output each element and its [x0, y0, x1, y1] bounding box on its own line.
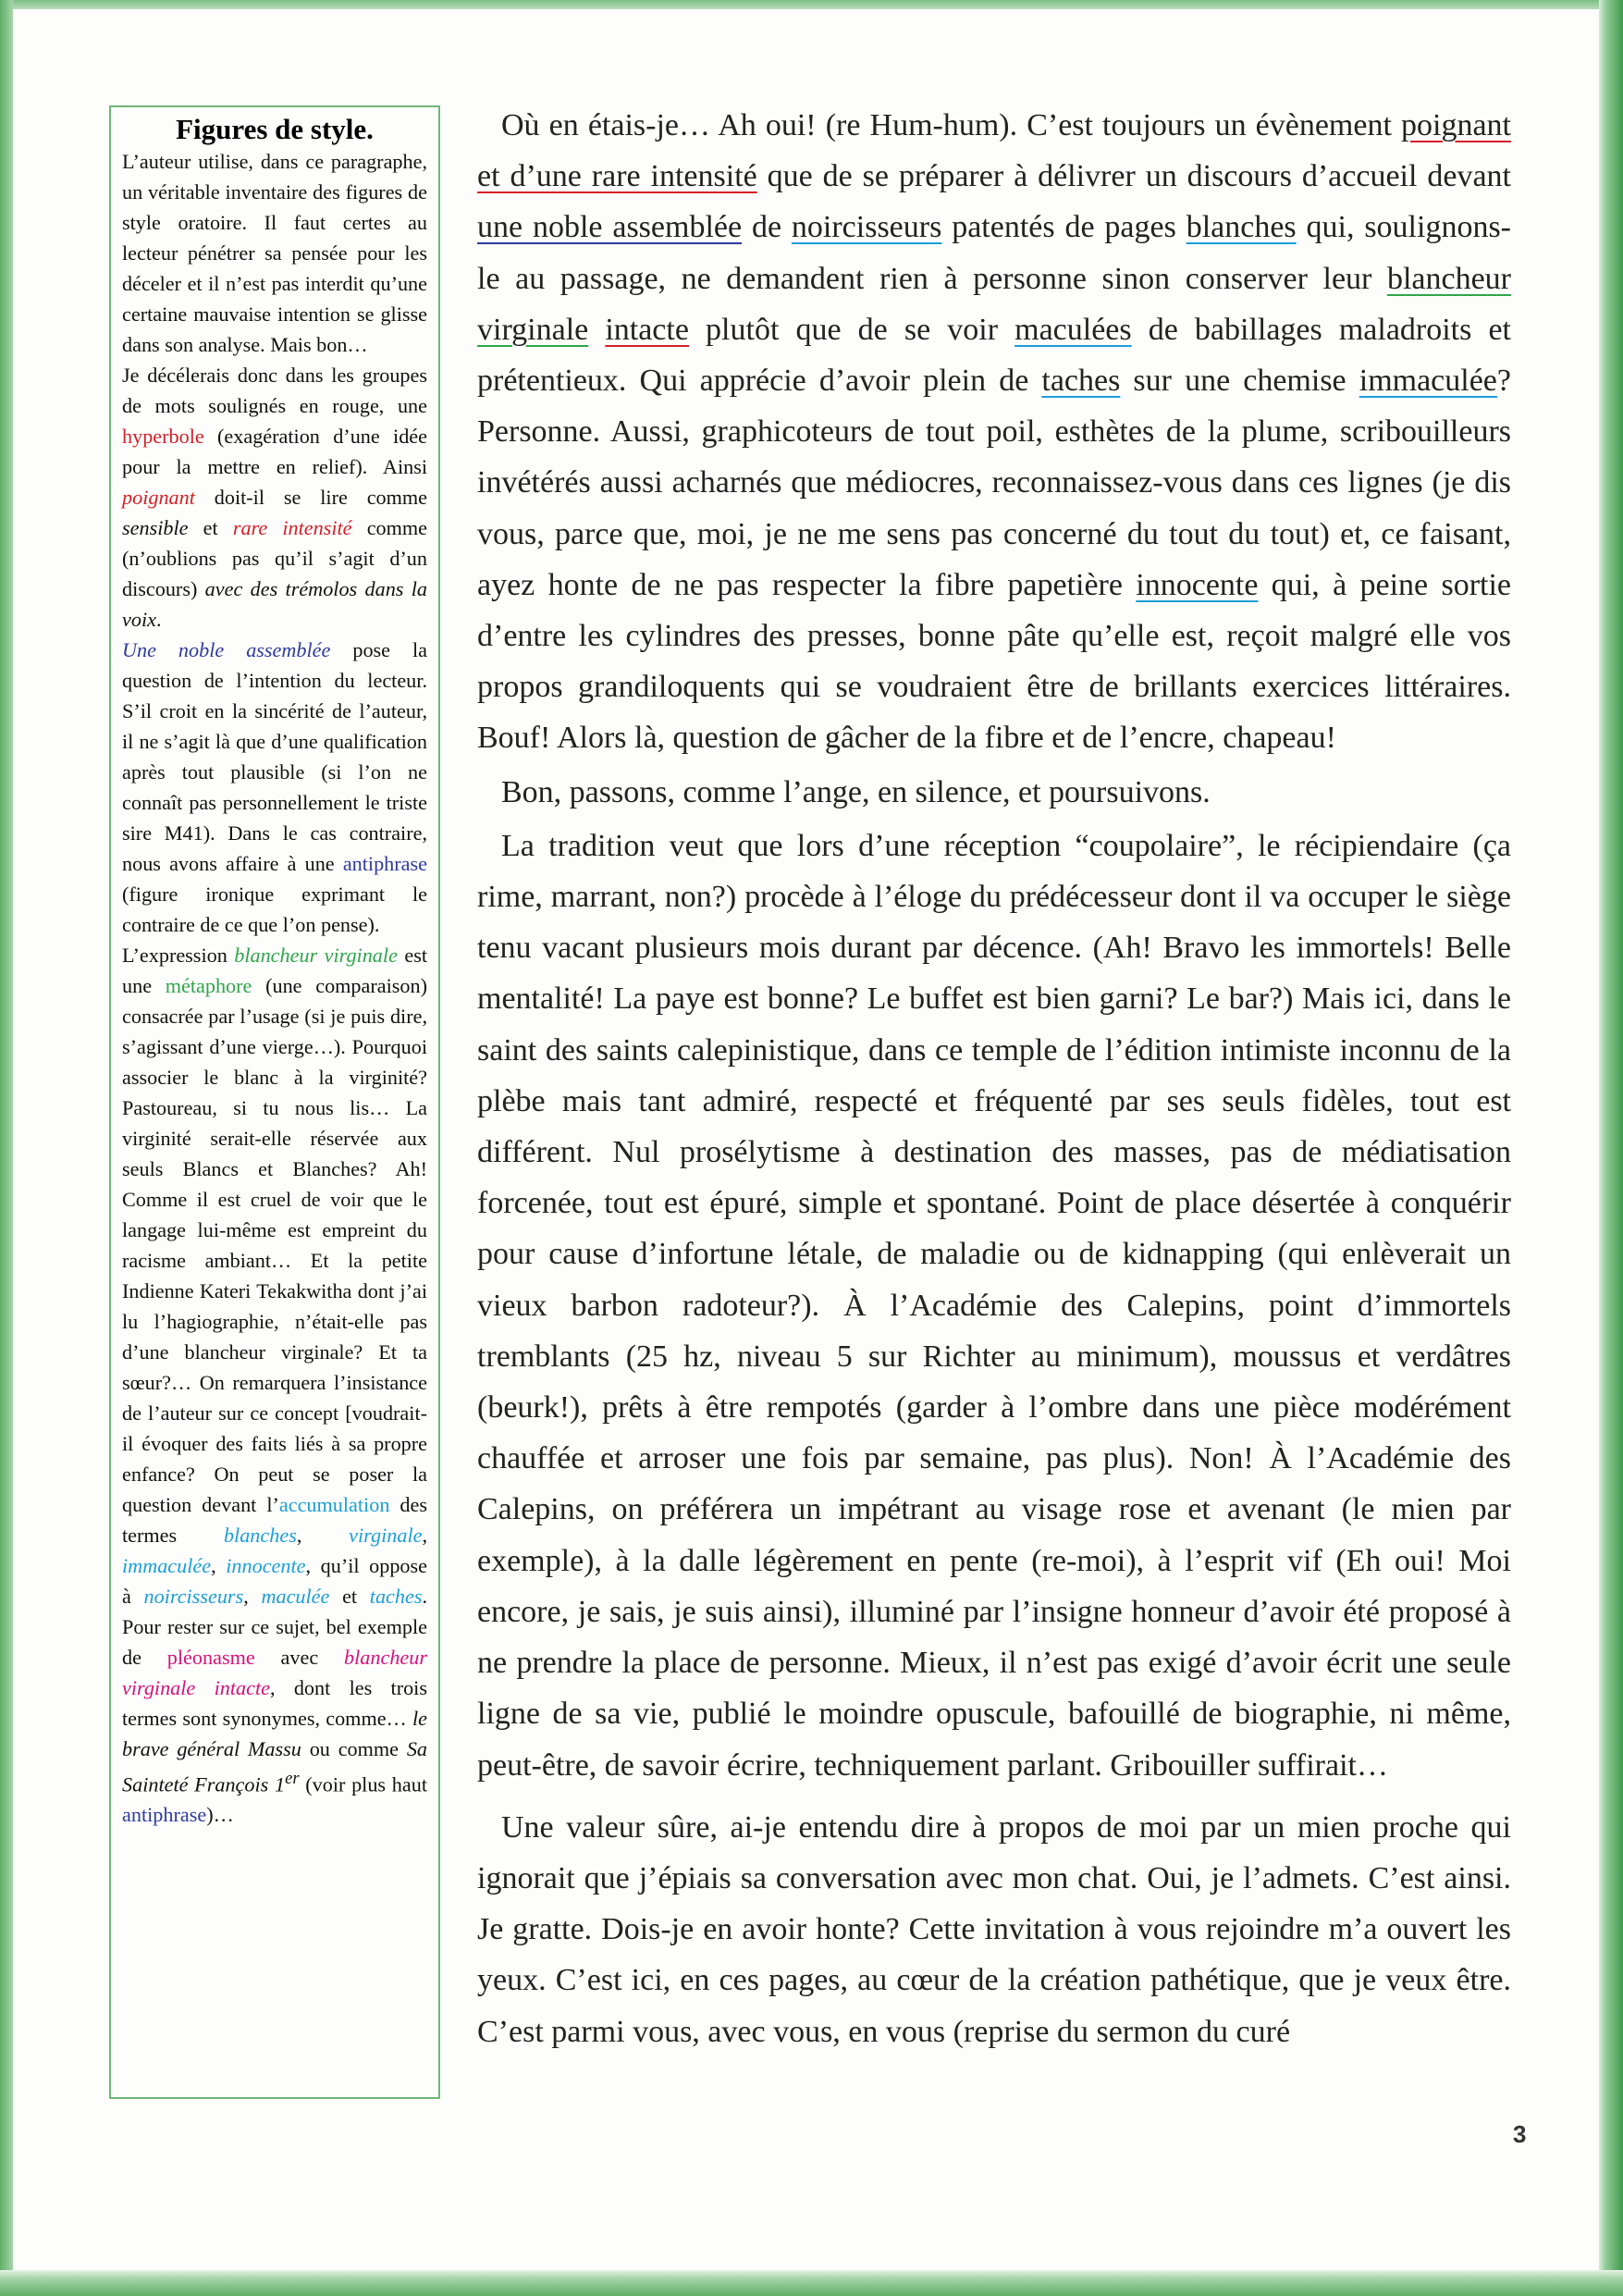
term-accumulation: accumulation: [278, 1493, 390, 1516]
main-text-column: [477, 100, 1511, 2163]
term-rare-intensite: rare intensité: [232, 516, 352, 539]
term-antiphrase: antiphrase: [342, 852, 427, 875]
term-poignant: poignant: [122, 486, 195, 509]
underlined-hyperbole: poignant et d’une rare intensité: [477, 108, 1511, 194]
term-metaphore: métaphore: [165, 974, 252, 997]
term-blancheur-virginale: blancheur virginale: [234, 944, 398, 967]
underlined-metaphore: blancheur virginale: [477, 261, 1511, 347]
page-frame-right: [1599, 0, 1623, 2296]
main-paragraph-1: Où en étais-je… Ah oui! (re Hum-hum). C’est toujours un évènement poignant et d’une rare intensité que de se préparer à délivrer un discours d’accueil devant une noble assemblée de noircisseurs patentés de pages blanches qui, soulignons-le au passage, ne demandent rien à personne sinon conserver leur blancheur virginale intacte plutôt que de se voir maculées de babillages maladroits et prétentieux. Qui apprécie d’avoir plein de taches sur une chemise immaculée? Personne. Aussi, graphicoteurs de tout poil, esthètes de la plume, scribouilleurs invétérés aussi acharnés que médiocres, reconnaissez-vous dans ces lignes (je dis vous, parce que, moi, je ne me sens pas concerné du tout du tout) et, ce faisant, ayez honte de ne pas respecter la fibre papetière innocente qui, à peine sortie d’entre les cylindres des presses, bonne pâte qu’elle est, reçoit malgré elle vos propos grandiloquents qui se voudraient être de brillants exercices littéraires. Bouf! Alors là, question de gâcher de la fibre et de l’encre, chapeau!: [477, 108, 1511, 756]
term-pleonasme: pléonasme: [166, 1646, 255, 1669]
figures-de-style-sidebar: [109, 105, 440, 2099]
underlined-antiphrase: une noble assemblée: [477, 210, 743, 245]
main-paragraph-2: Bon, passons, comme l’ange, en silence, et poursuivons.: [501, 774, 1211, 809]
term-blancheur-virginale-intacte: blancheur virginale intacte: [122, 1646, 427, 1699]
main-paragraph-4: Une valeur sûre, ai-je entendu dire à propos de moi par un mien proche qui ignorait que j’épiais sa conversation avec mon chat. Oui, je l’admets. C’est ainsi. Je gratte. Dois-je en avoir honte? Cette invitation à vous rejoindre m’a ouvert les yeux. C’est ici, en ces pages, au cœur de la création pathétique, que je veux être. C’est parmi vous, avec vous, en vous (reprise du sermon du curé: [477, 1809, 1511, 2049]
sidebar-paragraph-hyperbole: Je décélerais donc dans les groupes de mots soulignés en rouge, une hyperbole (exagération d’une idée pour la mettre en relief). Ainsi poignant doit-il se lire comme sensible et rare intensité comme (n’oublions pas qu’il s’agit d’un discours) avec des trémolos dans la voix.: [122, 364, 428, 631]
sidebar-paragraph-antiphrase: Une noble assemblée pose la question de l’intention du lecteur. S’il croit en la sincérité de l’auteur, il ne s’agit là que d’une qualification après tout plausible (si l’on ne connaît pas personnellement le triste sire M41). Dans le cas contraire, nous avons affaire à une antiphrase (figure ironique exprimant le contraire de ce que l’on pense).: [122, 638, 428, 936]
page-number: 3: [1513, 2120, 1527, 2148]
sidebar-title: Figures de style.: [176, 113, 374, 145]
main-paragraph-3: La tradition veut que lors d’une réception “coupolaire”, le récipiendaire (ça rime, marrant, non?) procède à l’éloge du prédécesseur dont il va occuper le siège tenu vacant plusieurs mois durant par décence. (Ah! Bravo les immortels! Belle mentalité! La paye est bonne? Le buffet est bien garni? Le bar?) Mais ici, dans le saint des saints calepinistique, dans ce temple de l’édition intimiste inconnu de la plèbe mais tant admiré, respecté et fréquenté par ses seuls fidèles, tout est différent. Nul prosélytisme à destination des masses, pas de médiatisation forcenée, tout est épuré, simple et spontané. Point de place désertée à conquérir pour cause d’infortune létale, de maladie ou de kidnapping (qui enlèverait un vieux barbon radoteur?). À l’Académie des Calepins, point d’immortels tremblants (25 hz, niveau 5 sur Richter au minimum), moussus et verdâtres (beurk!), prêts à être rempotés (garder à l’ombre dans une pièce modérément chauffée et arroser une fois par semaine, pas plus). Non! À l’Académie des Calepins, on préférera un impétrant au visage rose et avenant (le mien par exemple), à la dalle légèrement en pente (re-moi), à l’esprit vif (Eh oui! Moi encore, je sais, je suis ainsi), illuminé par l’insigne honneur d’avoir été proposé à ne prendre la place de personne. Mieux, il n’est pas exigé d’avoir écrit une seule ligne de sa vie, publié le moindre opuscule, bafouillé de biographie, ni même, peut-être, de savoir écrire, techniquement parlant. Gribouiller suffirait…: [477, 828, 1511, 1783]
sidebar-paragraph-metaphore: L’expression blancheur virginale est une métaphore (une comparaison) consacrée par l’usage (si je puis dire, s’agissant d’une vierge…). Pourquoi associer le blanc à la virginité? Pastoureau, si tu nous lis… La virginité serait-elle réservée aux seuls Blancs et Blanches? Ah! Comme il est cruel de voir que le langage lui-même est empreint du racisme ambiant… Et la petite Indienne Kateri Tekakwitha dont j’ai lu l’hagiographie, n’était-elle pas d’une blancheur virginale? Et ta sœur?… On remarquera l’insistance de l’auteur sur ce concept [voudrait-il évoquer des faits liés à sa propre enfance? On peut se poser la question devant l’accumulation des termes blanches, virginale, immaculée, innocente, qu’il oppose à noircisseurs, maculée et taches. Pour rester sur ce sujet, bel exemple de pléonasme avec blancheur virginale intacte, dont les trois termes sont synonymes, comme… le brave général Massu ou comme Sa Sainteté François 1er (voir plus haut antiphrase)…: [122, 944, 428, 1827]
page-frame-bottom: [0, 2270, 1623, 2296]
page-frame-top: [0, 0, 1623, 9]
term-hyperbole: hyperbole: [122, 425, 204, 448]
term-noble-assemblee: Une noble assemblée: [122, 638, 331, 661]
page-frame-left: [0, 0, 13, 2296]
sidebar-paragraph-intro: L’auteur utilise, dans ce paragraphe, un véritable inventaire des figures de style oratoire. Il faut certes au lecteur pénétrer sa pensée pour les déceler et il n’est pas interdit qu’une certaine mauvaise intention se glisse dans son analyse. Mais bon…: [122, 150, 427, 356]
